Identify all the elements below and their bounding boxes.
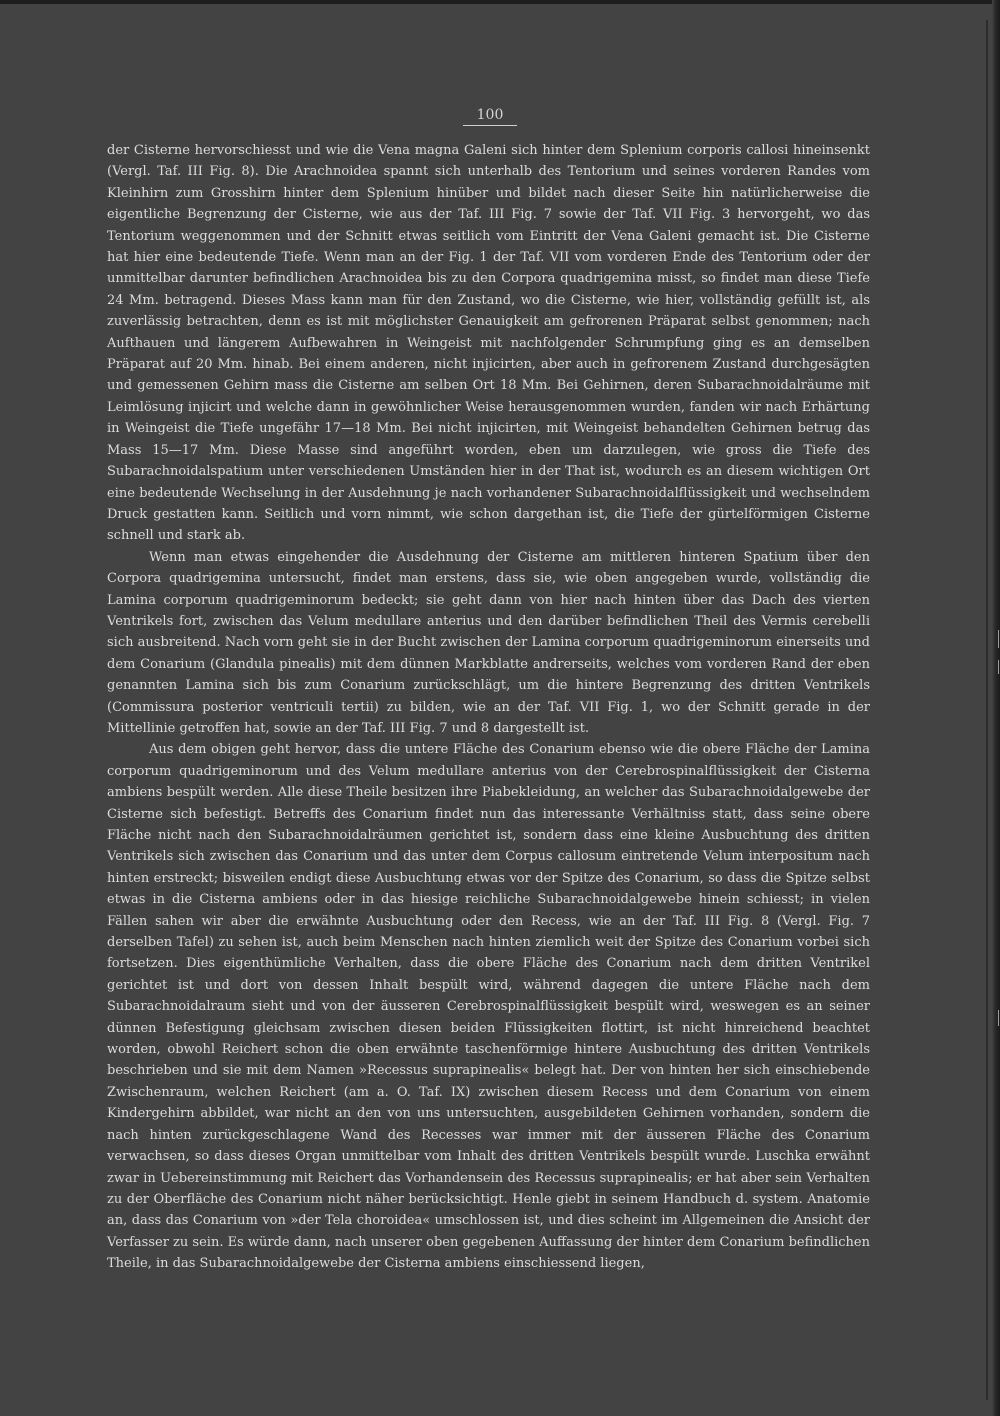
scan-right-border-line: [986, 20, 988, 1400]
margin-mark: [998, 660, 999, 674]
paragraph-2: Wenn man etwas eingehender die Ausdehnung der Cisterne am mittleren hinteren Spatium über den Corpora quadrigemina untersucht, findet man erstens, dass sie, wie oben angegeben wurde, vollständig die Lamina corporum quadrigeminorum bedeckt; sie geht dann von hier nach hinten über das Dach des vierten Ventrikels fort, zwischen das Velum medullare anterius und den darüber befindlichen Theil des Vermis cerebelli sich ausbreitend. Nach vorn geht sie in der Bucht zwischen der Lamina corporum quadrigeminorum einerseits und dem Conarium (Glandula pinealis) mit dem dünnen Markblatte andrerseits, welches vom vorderen Rand der eben genannten Lamina sich bis zum Conarium zurückschlägt, um die hintere Begrenzung des dritten Ventrikels (Commissura posterior ventriculi tertii) zu bilden, wie an der Taf. VII Fig. 1, wo der Schnitt gerade in der Mittellinie getroffen hat, sowie an der Taf. III Fig. 7 und 8 dargestellt ist.: [107, 549, 870, 736]
margin-mark: [998, 1010, 999, 1026]
paragraph-3: Aus dem obigen geht hervor, dass die untere Fläche des Conarium ebenso wie die obere Fläche der Lamina corporum quadrigeminorum und des Velum medullare anterius von der Cerebrospinalflüssigkeit der Cisterna ambiens bespült werden. Alle diese Theile besitzen ihre Piabekleidung, an welcher das Subarachnoidalgewebe der Cisterne sich befestigt. Betreffs des Conarium findet nun das interessante Verhältniss statt, dass seine obere Fläche nicht nach den Subarachnoidalräumen gerichtet ist, sondern dass eine kleine Ausbuchtung des dritten Ventrikels sich zwischen das Conarium und das unter dem Corpus callosum eintretende Velum interpositum nach hinten erstreckt; bisweilen endigt diese Ausbuchtung etwas vor der Spitze des Conarium, so dass die Spitze selbst etwas in die Cisterna ambiens oder in das hiesige reichliche Subarachnoidalgewebe hinein schiesst; in vielen Fällen sahen wir aber die erwähnte Ausbuchtung oder den Recess, wie an der Taf. III Fig. 8 (Vergl. Fig. 7 derselben Tafel) zu sehen ist, auch beim Menschen nach hinten ziemlich weit der Spitze des Conarium vorbei sich fortsetzen. Dies eigenthümliche Verhalten, dass die obere Fläche des Conarium nach dem dritten Ventrikel gerichtet ist und dort von dessen Inhalt bespült wird, während dagegen die untere Fläche nach dem Subarachnoidalraum sieht und von der äusseren Cerebrospinalflüssigkeit bespült wird, weswegen es an seiner dünnen Befestigung gleichsam zwischen diesen beiden Flüssigkeiten flottirt, ist nicht hinreichend beachtet worden, obwohl Reichert schon die oben erwähnte taschenförmige hintere Ausbuchtung des dritten Ventrikels beschrieben und sie mit dem Namen »Recessus suprapinealis« belegt hat. Der von hinten her sich einschiebende Zwischenraum, welchen Reichert (am a. O. Taf. IX) zwischen diesem Recess und dem Conarium von einem Kindergehirn abbildet, war nicht an den von uns untersuchten, ausgebildeten Gehirnen vorhanden, sondern die nach hinten zurückgeschlagene Wand des Recesses war immer mit der äusseren Fläche des Conarium verwachsen, so dass dieses Organ unmittelbar vom Inhalt des dritten Ventrikels bespült wurde. Luschka erwähnt zwar in Uebereinstimmung mit Reichert das Vorhandensein des Recessus suprapinealis; er hat aber sein Verhalten zu der Oberfläche des Conarium nicht näher berücksichtigt. Henle giebt in seinem Handbuch d. system. Anatomie an, dass das Conarium von »der Tela choroidea« umschlossen ist, und dies scheint im Allgemeinen die Ansicht der Verfasser zu sein. Es würde dann, nach unserer oben gegebenen Auffassung der hinter dem Conarium befindlichen Theile, in das Subarachnoidalgewebe der Cisterna ambiens einschiessend liegen,: [107, 742, 870, 1272]
margin-mark: [998, 630, 999, 648]
scan-top-edge: [0, 0, 1000, 4]
body-text: [107, 140, 870, 1275]
page-number: 100: [463, 107, 517, 126]
scan-right-edge: [992, 0, 1000, 1416]
paragraph-1: der Cisterne hervorschiesst und wie die Vena magna Galeni sich hinter dem Splenium corporis callosi hineinsenkt (Vergl. Taf. III Fig. 8). Die Arachnoidea spannt sich unterhalb des Tentorium und seines vorderen Randes vom Kleinhirn zum Grosshirn hinter dem Splenium hinüber und bildet nach dieser Seite hin natürlicherweise die eigentliche Begrenzung der Cisterne, wie aus der Taf. III Fig. 7 sowie der Taf. VII Fig. 3 hervorgeht, wo das Tentorium weggenommen und der Schnitt etwas seitlich vom Eintritt der Vena Galeni gemacht ist. Die Cisterne hat hier eine bedeutende Tiefe. Wenn man an der Fig. 1 der Taf. VII vom vorderen Ende des Tentorium oder der unmittelbar darunter befindlichen Arachnoidea bis zu den Corpora quadrigemina misst, so findet man diese Tiefe 24 Mm. betragend. Dieses Mass kann man für den Zustand, wo die Cisterne, wie hier, vollständig gefüllt ist, als zuverlässig betrachten, denn es ist mit möglichster Genauigkeit am gefrorenen Präparat selbst genommen; nach Aufthauen und längerem Aufbewahren in Weingeist mit nachfolgender Schrumpfung ging es an demselben Präparat auf 20 Mm. hinab. Bei einem anderen, nicht injicirten, aber auch in gefrorenem Zustand durchgesägten und gemessenen Gehirn mass die Cisterne am selben Ort 18 Mm. Bei Gehirnen, deren Subarachnoidalräume mit Leimlösung injicirt und welche dann in gewöhnlicher Weise herausgenommen wurden, fanden wir nach Erhärtung in Weingeist die Tiefe ungefähr 17—18 Mm. Bei nicht injicirten, mit Weingeist behandelten Gehirnen betrug das Mass 15—17 Mm. Diese Masse sind angeführt worden, eben um darzulegen, wie gross die Tiefe des Subarachnoidalspatium unter verschiedenen Umständen hier in der That ist, wodurch es an diesem wichtigen Ort eine bedeutende Wechselung in der Ausdehnung je nach vorhandener Subarachnoidalflüssigkeit und wechselndem Druck gestatten kann. Seitlich und vorn nimmt, wie schon dargethan ist, die Tiefe der gürtelförmigen Cisterne schnell und stark ab.: [107, 143, 870, 544]
